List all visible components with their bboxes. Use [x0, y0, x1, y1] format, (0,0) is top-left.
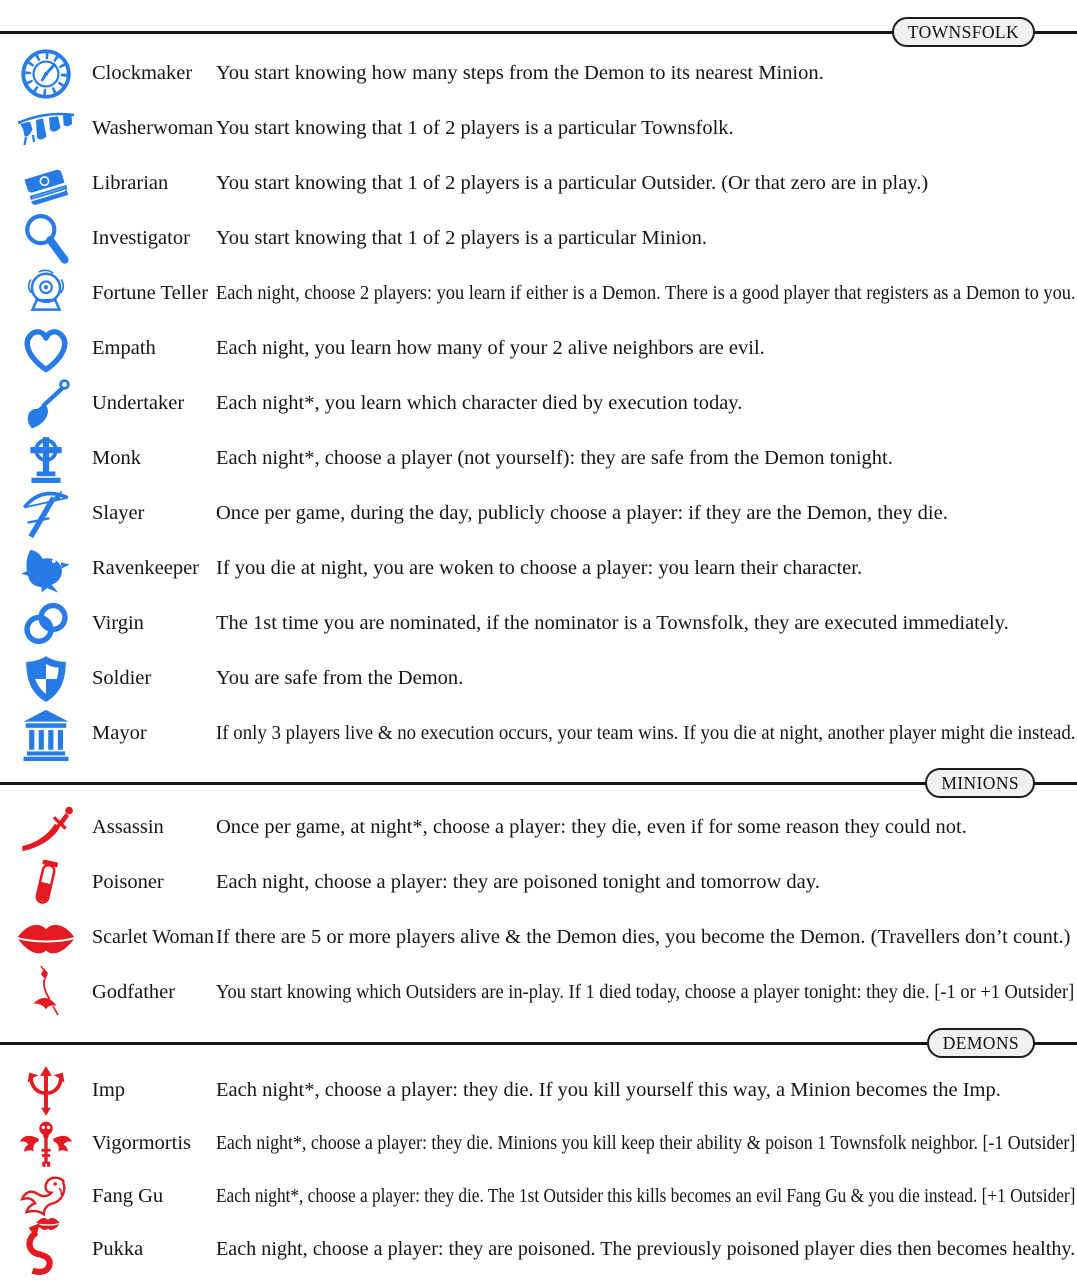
role-name: Ravenkeeper — [92, 557, 199, 579]
winged-skull-icon — [0, 1118, 92, 1170]
role-name: Fortune Teller — [92, 282, 209, 304]
role-ability: You are safe from the Demon. — [216, 667, 464, 689]
role-name: Librarian — [92, 172, 169, 194]
cross-icon — [0, 433, 92, 485]
townsfolk-badge-label: TOWNSFOLK — [907, 21, 1019, 42]
role-ability: The 1st time you are nominated, if the nominator is a Townsfolk, they are executed immediately. — [216, 612, 1009, 634]
role-row-washerwoman — [0, 101, 1077, 156]
role-name: Imp — [92, 1079, 126, 1101]
raven-icon — [0, 542, 92, 596]
role-row-empath — [0, 321, 1077, 376]
role-name: Assassin — [92, 816, 164, 838]
role-ability: Once per game, at night*, choose a player: they die, even if for some reason they could not. — [216, 816, 967, 838]
crystal-ball-icon — [0, 268, 92, 320]
tail-icon — [0, 1221, 92, 1279]
role-name: Mayor — [92, 722, 147, 744]
role-name: Clockmaker — [92, 62, 193, 84]
role-name: Investigator — [92, 227, 190, 249]
role-row-slayer — [0, 486, 1077, 541]
trident-icon — [0, 1065, 92, 1117]
role-row-fortune-teller — [0, 266, 1077, 321]
role-ability: Each night, choose a player: they are poisoned tonight and tomorrow day. — [216, 871, 820, 893]
section-divider — [0, 782, 1077, 785]
role-name: Scarlet Woman — [92, 926, 214, 948]
role-ability: You start knowing how many steps from the Demon to its nearest Minion. — [216, 62, 824, 84]
minions-badge — [925, 768, 1035, 798]
role-row-soldier — [0, 651, 1077, 706]
section-divider — [0, 1042, 1077, 1045]
role-ability: Each night, choose 2 players: you learn if either is a Demon. There is a good player that registers as a Demon to you. — [216, 282, 1076, 304]
demons-badge — [927, 1028, 1035, 1058]
role-row-fang-gu — [0, 1170, 1077, 1223]
role-name: Soldier — [92, 667, 152, 689]
demons-list — [0, 1064, 1077, 1276]
role-row-undertaker — [0, 376, 1077, 431]
shovel-icon — [0, 378, 92, 430]
role-ability: Each night*, choose a player: they die. Minions you kill keep their ability & poison 1 Townsfolk neighbor. [-1 Outsider] — [216, 1132, 1076, 1154]
demons-section-header — [0, 1020, 1077, 1064]
role-row-pukka — [0, 1223, 1077, 1276]
role-ability: You start knowing which Outsiders are in-play. If 1 died today, choose a player tonight: they die. [-1 or +1 Outsider] — [216, 981, 1075, 1003]
role-row-godfather — [0, 965, 1077, 1020]
crossbow-icon — [0, 488, 92, 540]
role-row-poisoner — [0, 855, 1077, 910]
role-name: Pukka — [92, 1238, 144, 1260]
role-name: Monk — [92, 447, 141, 469]
role-row-virgin — [0, 596, 1077, 651]
heart-icon — [0, 323, 92, 375]
role-row-investigator — [0, 211, 1077, 266]
townsfolk-section-header — [0, 0, 1077, 46]
role-ability: Each night, you learn how many of your 2 alive neighbors are evil. — [216, 337, 765, 359]
townsfolk-list — [0, 46, 1077, 761]
role-ability: If there are 5 or more players alive & the Demon dies, you become the Demon. (Travellers don’t count.) — [216, 926, 1071, 948]
role-name: Empath — [92, 337, 156, 359]
rose-icon — [0, 965, 92, 1021]
lips-icon — [0, 915, 92, 961]
role-row-clockmaker — [0, 46, 1077, 101]
role-ability: You start knowing that 1 of 2 players is a particular Minion. — [216, 227, 707, 249]
role-name: Slayer — [92, 502, 145, 524]
vial-icon — [0, 856, 92, 910]
role-row-vigormortis — [0, 1117, 1077, 1170]
role-name: Undertaker — [92, 392, 185, 414]
demons-badge-label: DEMONS — [942, 1032, 1019, 1053]
minions-badge-label: MINIONS — [941, 772, 1019, 793]
role-ability: Each night*, choose a player: they die. If you kill yourself this way, a Minion becomes the Imp. — [216, 1079, 1001, 1101]
role-row-ravenkeeper — [0, 541, 1077, 596]
role-row-imp — [0, 1064, 1077, 1117]
role-row-librarian — [0, 156, 1077, 211]
role-name: Vigormortis — [92, 1132, 191, 1154]
rings-icon — [0, 598, 92, 650]
role-name: Poisoner — [92, 871, 164, 893]
clock-icon — [0, 48, 92, 100]
role-ability: You start knowing that 1 of 2 players is a particular Townsfolk. — [216, 117, 734, 139]
role-ability: Each night*, choose a player (not yourself): they are safe from the Demon tonight. — [216, 447, 893, 469]
role-ability: Each night*, you learn which character died by execution today. — [216, 392, 743, 414]
role-row-monk — [0, 431, 1077, 486]
role-row-scarlet-woman — [0, 910, 1077, 965]
role-ability: You start knowing that 1 of 2 players is a particular Outsider. (Or that zero are in play.) — [216, 172, 929, 194]
role-ability: Each night, choose a player: they are poisoned. The previously poisoned player dies then becomes healthy. — [216, 1238, 1076, 1260]
building-icon — [0, 707, 92, 761]
role-row-mayor — [0, 706, 1077, 761]
clothesline-icon — [0, 105, 92, 153]
minions-section-header — [0, 761, 1077, 800]
role-ability: Once per game, during the day, publicly choose a player: if they are the Demon, they die. — [216, 502, 948, 524]
spirit-icon — [0, 1173, 92, 1221]
shield-icon — [0, 653, 92, 705]
townsfolk-badge — [892, 17, 1035, 47]
minions-list — [0, 800, 1077, 1020]
dagger-icon — [0, 801, 92, 855]
role-name: Virgin — [92, 612, 144, 634]
role-name: Washerwoman — [92, 117, 214, 139]
role-name: Fang Gu — [92, 1185, 164, 1207]
magnifier-icon — [0, 213, 92, 265]
role-ability: Each night*, choose a player: they die. The 1st Outsider this kills becomes an evil Fang Gu & you die instead. [+1 Outsider] — [216, 1185, 1076, 1207]
role-ability: If you die at night, you are woken to choose a player: you learn their character. — [216, 557, 863, 579]
role-ability: If only 3 players live & no execution occurs, your team wins. If you die at night, another player might die instead. — [216, 722, 1076, 744]
book-icon — [0, 159, 92, 209]
role-name: Godfather — [92, 981, 176, 1003]
role-row-assassin — [0, 800, 1077, 855]
